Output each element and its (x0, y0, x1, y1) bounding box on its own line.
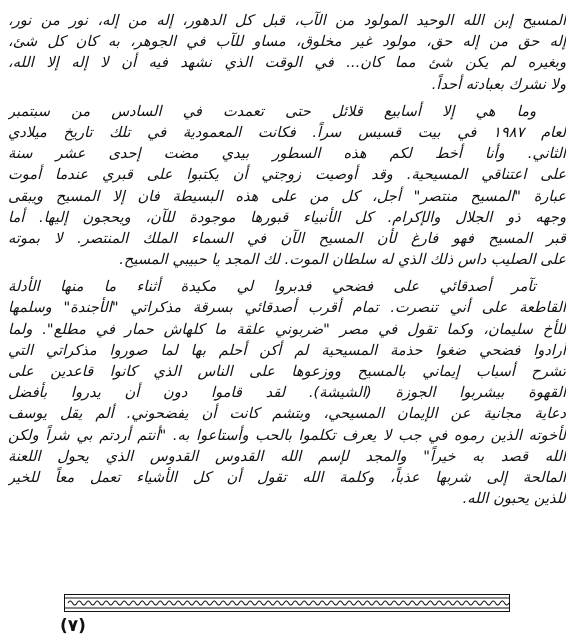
text-line: دعاية مجانية عن الإيمان المسيحي، وبتشم كانت أن يفضحوني. ألم يقل يوسف (8, 405, 566, 423)
text-line: ولا نشرك بعبادته أحداً. (431, 75, 566, 93)
body-text (8, 10, 566, 509)
text-line: الثاني. وأنا أخط لكم هذه السطور بيدي مضت إحدى عشر سنة (8, 145, 566, 163)
text-line: قبر المسيح فهو فارغ لأن المسيح الآن في السماء الملك المنتصر. لا بموته (8, 229, 566, 247)
page-number: (٧) (60, 616, 86, 636)
text-line: للذين يحبون الله. (462, 490, 566, 508)
text-line: الله قصد به خيراً" والمجد لإسم الله القدوس القدوس الذي يحول اللعنة (8, 447, 566, 465)
text-line: تآمر أصدقائي على فضحي فدبروا لي مكيدة أثناء ما منها الأدلة (8, 278, 536, 296)
text-line: إله حق من إله حق، مولود غير مخلوق، مساو للآب في الجوهر، به كان كل شئ، (8, 33, 566, 51)
text-line: على اعتناقي المسيحية. وقد أوصيت زوجتي أن يكتبوا على قبري عندما أموت (8, 166, 566, 184)
text-line: لأخوته الذين رموه في جب لا يعرف تكلموا بالحب وأستاعوا به. "أنتم أردتم بي شراً ولكن (8, 426, 566, 444)
text-line: المالحة إلى شربها عذباً، وكلمة الله تقول أن كل الأشياء تعمل معاً للخير (8, 468, 566, 486)
text-line: وما هي إلا أسابيع قلائل حتى تعمدت في السادس من سبتمبر (8, 102, 536, 120)
text-line: لعام ١٩٨٧ في بيت قسيس سراً. فكانت المعمودية في تلك تاريخ ميلادي (8, 123, 566, 141)
text-line: القاطعة على أني تنصرت. تمام أقرب أصدقائي بسرقة مذكراتي "الأجندة" وسلمها (8, 299, 566, 317)
text-line: على الصليب داس ذلك الذي له سلطان الموت. لك المجد يا حبيبي المسيح. (119, 251, 566, 269)
text-line: تشرح أسباب إيماني بالمسيح ووزعوها على الناس الذي كانوا قاعدين على (8, 363, 566, 380)
decorative-border (64, 594, 510, 612)
text-line: للأخ سليمان، وكما تقول في مصر "ضربوني علقة ما كلهاش حمار في مطلع". ولما (8, 320, 566, 338)
text-line: وجهه ذو الجلال والإكرام. كل الأنبياء قبورها موجودة للآن، ويحجون إليها. أما (8, 208, 566, 226)
text-line: المسيح إبن الله الوحيد المولود من الآب، قبل كل الدهور، إله من إله، نور من نور، (8, 12, 566, 29)
text-line: القهوة بيشربوا الجوزة (الشيشة). لقد قاموا دون أن يدروا بأفضل (8, 384, 566, 402)
text-line: أرادوا فضحي ضغوا حذمة المسيحية لم أكن أحلم بها لما صوروا مذكراتي التي (8, 341, 566, 359)
text-line: عبارة "المسيح منتصر" أجل، كل من على هذه البسيطة فان إلا المسيح ويبقى (8, 187, 566, 205)
text-line: وبغيره لم يكن شئ مما كان... في الوقت الذي نشهد فيه أن لا إله إلا الله، (8, 54, 566, 72)
